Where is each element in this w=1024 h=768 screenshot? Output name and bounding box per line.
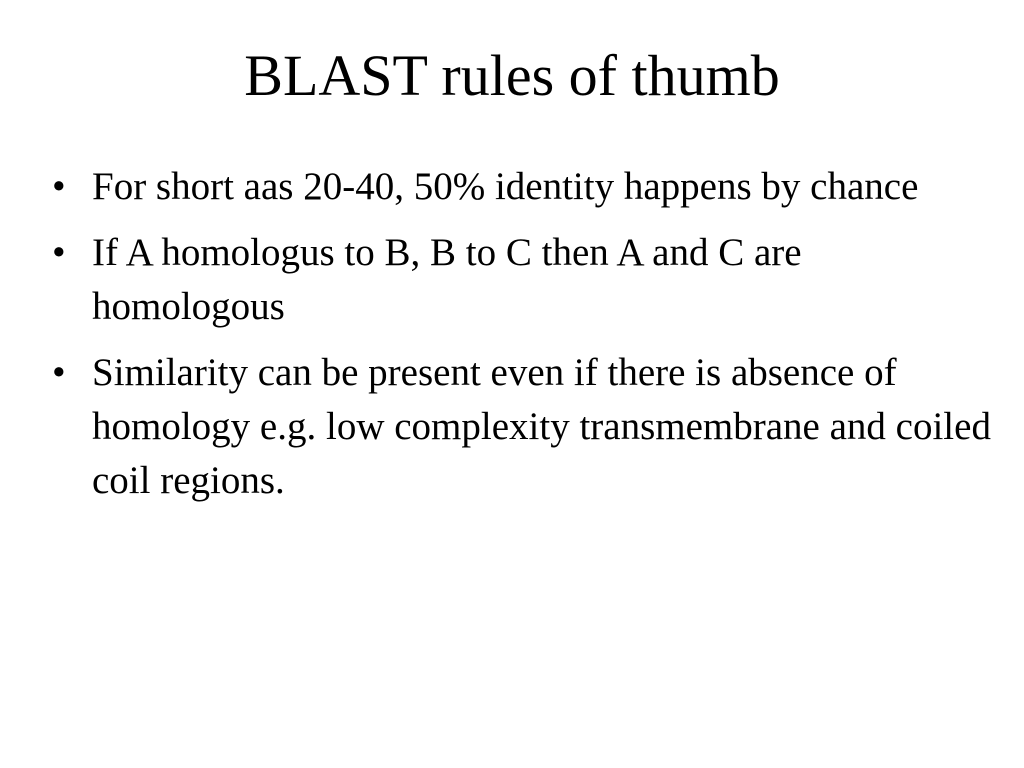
bullet-icon: • (52, 165, 66, 208)
slide-title: BLAST rules of thumb (244, 43, 780, 108)
bullet-list (52, 160, 1002, 520)
bullet-icon: • (52, 351, 66, 394)
bullet-item-2 (52, 226, 1002, 334)
bullet-text: Similarity can be present even if there is absence of homology e.g. low complexity transmembrane and coiled coil regions. (92, 351, 991, 502)
bullet-icon: • (52, 231, 66, 274)
bullet-text: If A homologus to B, B to C then A and C are homologous (92, 231, 802, 328)
bullet-item-3 (52, 346, 1002, 508)
bullet-text: For short aas 20-40, 50% identity happens by chance (92, 165, 919, 208)
bullet-item-1 (52, 160, 1002, 214)
